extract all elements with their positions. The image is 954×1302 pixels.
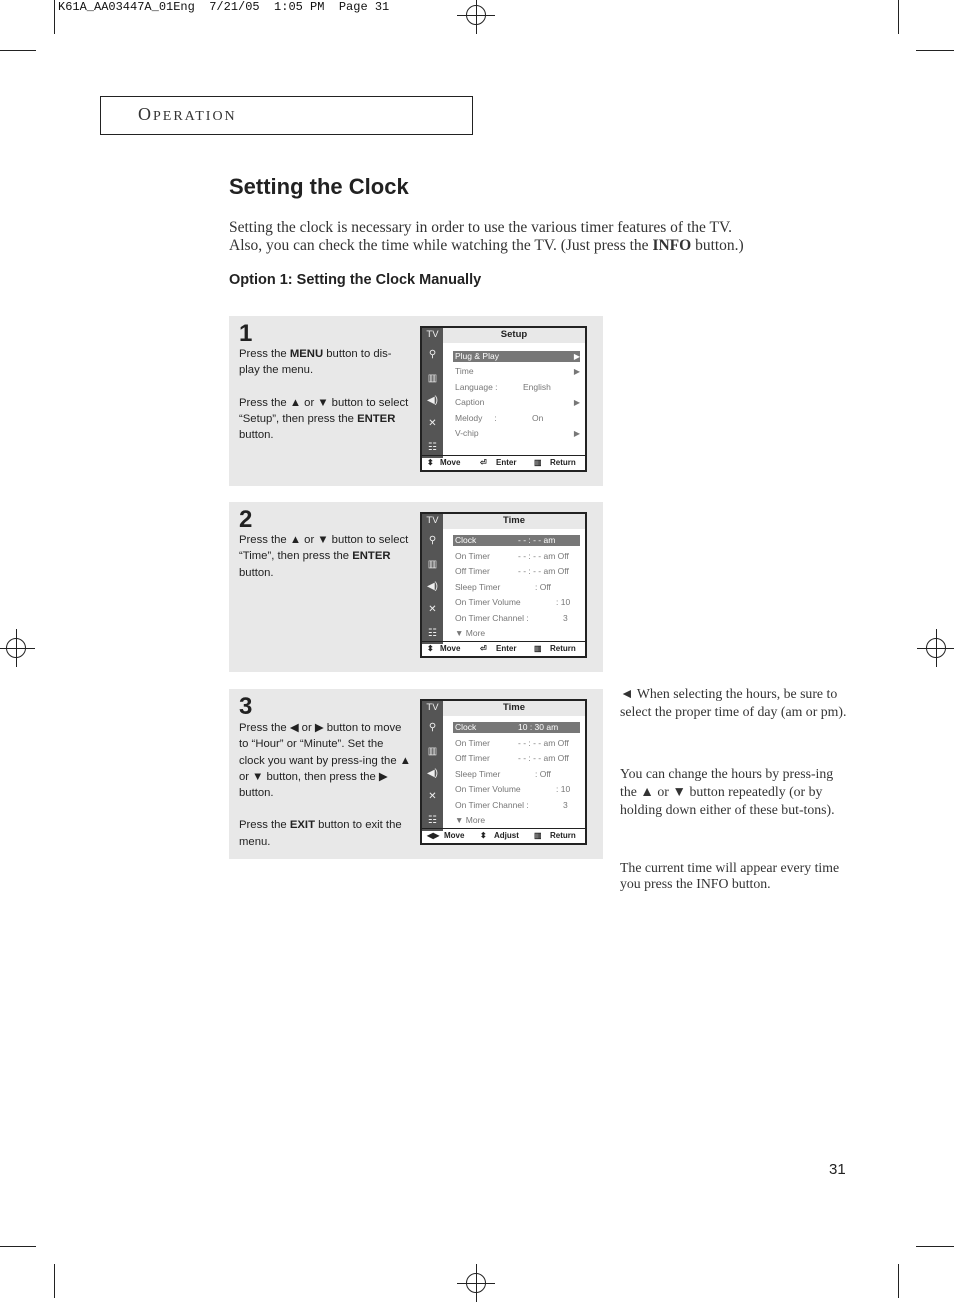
info-keyword: INFO	[652, 237, 692, 254]
menu-row-value: : 10	[556, 784, 571, 794]
speaker-icon: ◀)	[426, 581, 439, 592]
section-subtitle: Option 1: Setting the Clock Manually	[229, 272, 482, 288]
leftright-arrow-icon: ◀▶	[427, 831, 440, 840]
menu-row-label: Plug & Play	[455, 351, 499, 361]
menu-row-label: On Timer Volume	[455, 597, 521, 607]
footer-enter-label: Enter	[496, 458, 517, 467]
button-keyword: ENTER	[352, 550, 391, 563]
enter-icon: ⏎	[480, 644, 487, 653]
section-label-rest: PERATION	[153, 109, 237, 124]
menu-row-label: Language :	[455, 382, 498, 392]
menu-row-value: - - : - - am Off	[518, 753, 569, 763]
menu-row-value: : Off	[535, 582, 551, 592]
setup-sliders-icon: ☷	[428, 815, 437, 826]
arrow-right-icon: ▶	[573, 429, 580, 438]
arrow-right-icon: ▶	[573, 367, 580, 376]
menu-row-value: 10 : 30 am	[518, 722, 559, 732]
menu-row-label: On Timer Channel :	[455, 800, 529, 810]
menu-footer	[422, 828, 585, 843]
menu-title: Setup	[443, 328, 585, 343]
step-3-panel	[229, 689, 603, 859]
footer-move-label: Move	[440, 458, 461, 467]
footer-enter-label: Enter	[496, 644, 517, 653]
menu-row-label: Sleep Timer	[455, 582, 501, 592]
text: Press the	[239, 819, 290, 832]
channel-antenna-icon: ✕	[428, 604, 437, 615]
menu-row-clock	[453, 722, 580, 733]
step-number: 2	[239, 506, 253, 533]
registration-mark-icon	[457, 0, 495, 34]
menu-row-label: Sleep Timer	[455, 769, 501, 779]
menu-row-on-timer	[453, 738, 580, 749]
return-icon: ▥	[534, 644, 542, 653]
text: Press the ◀ or ▶ button to move to “Hour” or “Minute”. Set the clock you want by press-ing the ▲ or ▼ button, then press the ▶ button.	[239, 722, 411, 800]
menu-row-more	[453, 815, 580, 826]
text: button.	[239, 429, 274, 442]
menu-row-label: Clock	[455, 722, 477, 732]
menu-row-label: Melody :	[455, 413, 497, 423]
return-icon: ▥	[534, 831, 542, 840]
picture-menu-icon: ⚲	[428, 535, 437, 546]
menu-row-label: Off Timer	[455, 753, 490, 763]
menu-row-on-timer-channel	[453, 613, 580, 624]
print-slug: K61A_AA03447A_01Eng 7/21/05 1:05 PM Page 31	[58, 0, 390, 14]
page-title: Setting the Clock	[229, 174, 409, 199]
menu-row-off-timer	[453, 753, 580, 764]
menu-row-label: On Timer	[455, 738, 490, 748]
menu-sidebar	[422, 701, 443, 831]
menu-row-on-timer-volume	[453, 784, 580, 795]
registration-mark-icon	[0, 629, 35, 667]
step-2-panel	[229, 502, 603, 672]
menu-row-label: V-chip	[455, 428, 479, 438]
menu-row-plug-and-play	[453, 351, 580, 362]
menu-row-value: - - : - - am Off	[518, 738, 569, 748]
text: Press the ▲ or ▼ button to select “Time”, then press the	[239, 534, 409, 563]
crop-mark	[898, 0, 899, 34]
menu-row-label: Time	[455, 366, 474, 376]
step-instructions	[239, 532, 411, 597]
menu-row-sleep-timer	[453, 582, 580, 593]
menu-row-value: English	[523, 382, 551, 392]
arrow-right-icon: ▶	[573, 352, 580, 361]
note-change-hours: You can change the hours by press-ing the ▲ or ▼ button repeatedly (or by holding down either of these but-tons).	[620, 766, 835, 817]
menu-row-value: - - : - - am Off	[518, 551, 569, 561]
crop-mark	[916, 50, 954, 51]
text: Press the	[239, 348, 290, 360]
menu-row-label: Off Timer	[455, 566, 490, 576]
menu-row-clock	[453, 535, 580, 546]
crop-mark	[54, 1264, 55, 1298]
tv-menu-screenshot	[420, 326, 587, 472]
footer-return-label: Return	[550, 831, 576, 840]
footer-adjust-label: Adjust	[494, 831, 519, 840]
menu-row-value: - - : - - am	[518, 535, 556, 545]
setup-sliders-icon: ☷	[428, 442, 437, 453]
channel-antenna-icon: ✕	[428, 791, 437, 802]
footer-return-label: Return	[550, 644, 576, 653]
menu-row-off-timer	[453, 566, 580, 577]
channel-antenna-icon: ✕	[428, 418, 437, 429]
menu-row-time	[453, 366, 580, 377]
step-instructions	[239, 720, 411, 866]
return-icon: ▥	[534, 458, 542, 467]
menu-row-value: 3	[563, 613, 568, 623]
picture-menu-icon: ⚲	[428, 722, 437, 733]
tv-label: TV	[426, 702, 439, 713]
text: Press the ▲ or ▼ button to select “Setup”, then press the	[239, 396, 409, 425]
page-number: 31	[829, 1161, 846, 1178]
tv-menu-screenshot	[420, 699, 587, 845]
updown-arrow-icon: ⬍	[480, 831, 487, 840]
enter-icon: ⏎	[480, 458, 487, 467]
text: button.	[239, 566, 274, 579]
tv-menu-screenshot	[420, 512, 587, 658]
menu-row-value: On	[532, 413, 544, 423]
menu-row-sleep-timer	[453, 769, 580, 780]
intro-text: button.)	[691, 237, 744, 254]
picture-menu-icon: ⚲	[428, 349, 437, 360]
menu-row-label: ▼ More	[455, 628, 486, 638]
tv-label: TV	[426, 515, 439, 526]
menu-title: Time	[443, 514, 585, 529]
crop-mark	[916, 1246, 954, 1247]
menu-row-label: ▼ More	[455, 815, 486, 825]
note-current-time: The current time will appear every time you press the INFO button.	[620, 860, 840, 891]
step-paragraph	[239, 720, 411, 801]
footer-move-label: Move	[444, 831, 465, 840]
crop-mark	[0, 1246, 36, 1247]
menu-row-label: On Timer Volume	[455, 784, 521, 794]
step-paragraph	[239, 817, 411, 850]
intro-text: Also, you can check the time while watching the TV. (Just press the	[229, 237, 653, 254]
menu-title: Time	[443, 701, 585, 716]
menu-footer	[422, 455, 585, 470]
step-instructions	[239, 346, 411, 459]
section-label	[138, 104, 237, 125]
text: button to exit the menu.	[239, 819, 402, 848]
step-paragraph	[239, 346, 411, 379]
step-paragraph	[239, 532, 411, 581]
crop-mark	[54, 0, 55, 34]
crop-mark	[0, 50, 36, 51]
menu-row-on-timer	[453, 551, 580, 562]
tv-label: TV	[426, 329, 439, 340]
text: button to dis-play the menu.	[239, 348, 392, 377]
menu-sidebar	[422, 514, 443, 644]
step-number: 1	[239, 320, 253, 347]
note-am-pm: ◄ When selecting the hours, be sure to select the proper time of day (am or pm).	[620, 686, 847, 719]
sound-menu-icon: ▥	[427, 559, 438, 570]
sound-menu-icon: ▥	[427, 373, 438, 384]
button-keyword: EXIT	[289, 819, 315, 832]
menu-row-on-timer-volume	[453, 597, 580, 608]
menu-row-value: : Off	[535, 769, 551, 779]
menu-row-melody	[453, 413, 580, 424]
intro-line-1: Setting the clock is necessary in order to use the various timer features of the TV.	[229, 219, 733, 236]
step-number: 3	[239, 693, 253, 720]
menu-row-value: : 10	[556, 597, 571, 607]
registration-mark-icon	[917, 629, 954, 667]
menu-row-v-chip	[453, 428, 580, 439]
menu-footer	[422, 641, 585, 656]
sound-menu-icon: ▥	[427, 746, 438, 757]
button-keyword: MENU	[289, 348, 324, 360]
menu-row-label: Caption	[455, 397, 485, 407]
registration-mark-icon	[457, 1264, 495, 1302]
menu-row-language	[453, 382, 580, 393]
menu-row-label: On Timer	[455, 551, 490, 561]
setup-sliders-icon: ☷	[428, 628, 437, 639]
updown-arrow-icon: ⬍	[427, 644, 434, 653]
menu-sidebar	[422, 328, 443, 458]
menu-row-value: 3	[563, 800, 568, 810]
step-1-panel	[229, 316, 603, 486]
footer-return-label: Return	[550, 458, 576, 467]
menu-row-label: On Timer Channel :	[455, 613, 529, 623]
footer-move-label: Move	[440, 644, 461, 653]
menu-row-value: - - : - - am Off	[518, 566, 569, 576]
updown-arrow-icon: ⬍	[427, 458, 434, 467]
crop-mark	[898, 1264, 899, 1298]
arrow-right-icon: ▶	[573, 398, 580, 407]
speaker-icon: ◀)	[426, 768, 439, 779]
menu-row-more	[453, 628, 580, 639]
menu-row-label: Clock	[455, 535, 477, 545]
section-label-initial: O	[138, 104, 153, 124]
button-keyword: ENTER	[357, 412, 396, 425]
intro-line-2	[229, 237, 789, 255]
step-paragraph	[239, 395, 411, 444]
menu-row-caption	[453, 397, 580, 408]
menu-row-on-timer-channel	[453, 800, 580, 811]
speaker-icon: ◀)	[426, 395, 439, 406]
intro-paragraph	[229, 219, 789, 255]
